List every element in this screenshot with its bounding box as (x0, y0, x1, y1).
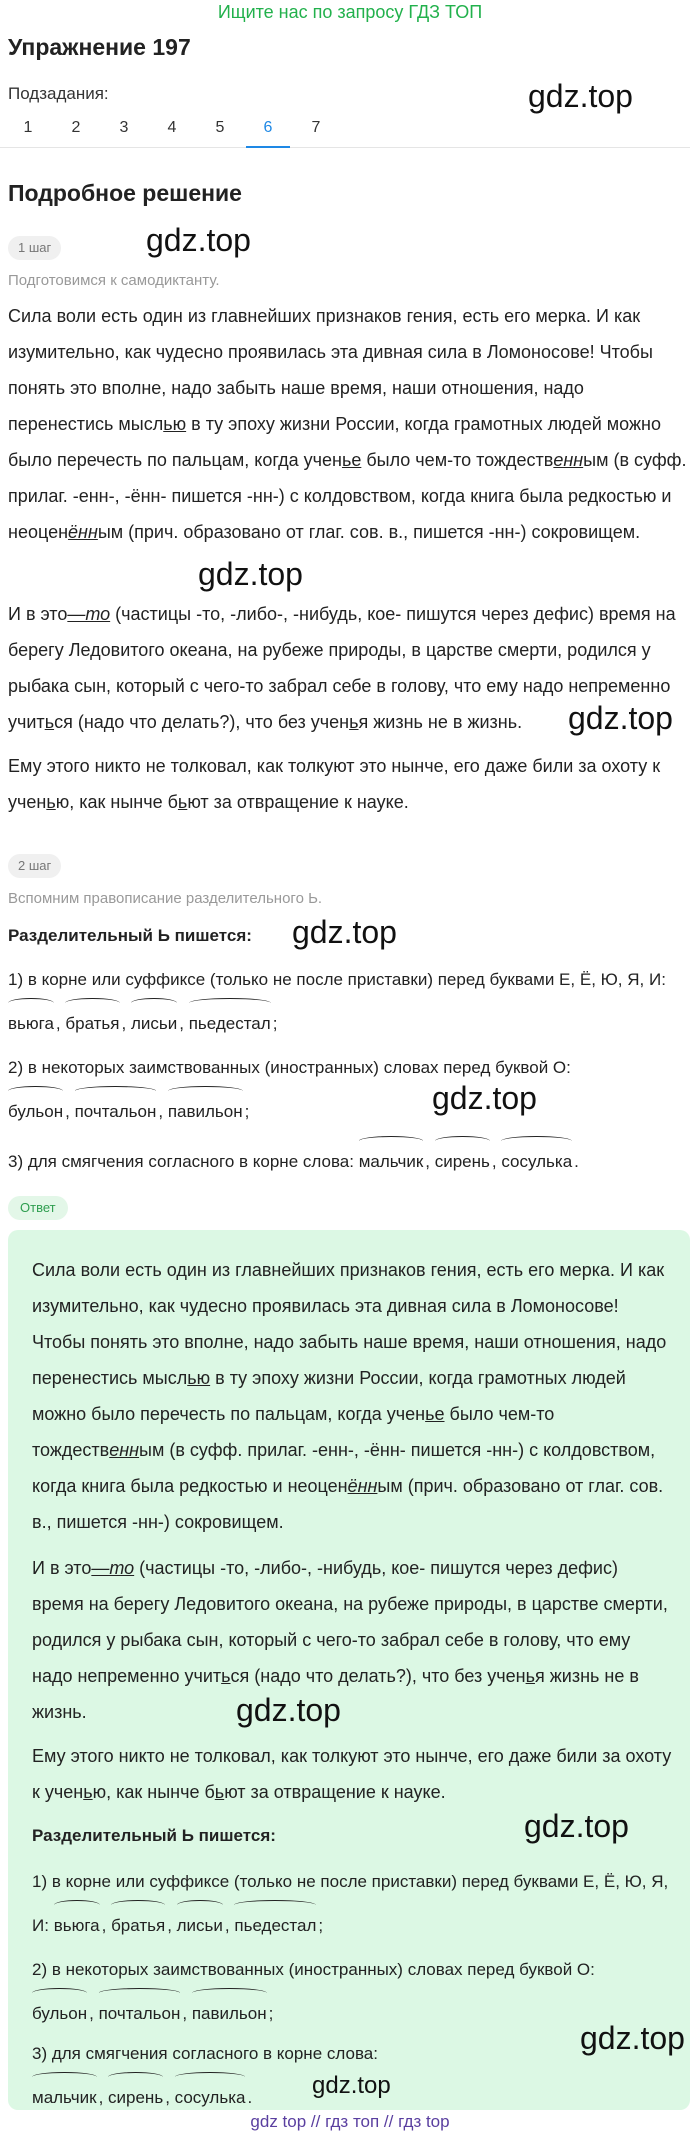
example-word: сирень (108, 2072, 163, 2116)
rule-2: 2) в некоторых заимствованных (иностранных) словах перед буквой О: бульон , почтальон , павильон ; (8, 1050, 692, 1130)
highlight-span: ь (83, 1782, 93, 1802)
highlight-span: ье (341, 450, 362, 470)
step-badge: 2 шаг (8, 854, 61, 878)
text-span: ют за отвращение к науке. (187, 792, 409, 812)
example-word: лисьи (131, 998, 177, 1042)
rule-title: Разделительный Ь пишется: (8, 926, 252, 945)
highlight-span: ь (214, 1782, 225, 1802)
rule-text: 3) для смягчения согласного в корне слова: (32, 2044, 378, 2063)
text-span: ым (в суфф. прилаг. -енн-, -ённ- пишется -нн-) с колдовством, когда книга была редкостью и неоцен (32, 1440, 656, 1496)
subtasks-label: Подзадания: (8, 84, 109, 103)
rule-text: 1) в корне или суффиксе (только не после приставки) перед буквами Е, Ё, Ю, Я, И: (8, 970, 666, 989)
section-title: Подробное решение (8, 180, 242, 206)
step-hint: Вспомним правописание разделительного Ь. (8, 890, 323, 907)
highlight-span: ь (221, 1666, 231, 1686)
highlight-span: —то (67, 604, 111, 624)
text-span: Ему этого никто не толковал, как толкуют это нынче, его даже били за охоту к учен (8, 756, 661, 812)
watermark: gdz.top (580, 2020, 685, 2056)
step-badge: 1 шаг (8, 236, 61, 260)
text-span: ся (надо что делать?), что без учен (230, 1666, 526, 1686)
paragraph (8, 298, 692, 550)
text-span: ю, как нынче б (92, 1782, 215, 1802)
text-span: (частицы -то, -либо-, -нибудь, кое- пишутся через дефис) время на берегу Ледовитого океана, на рубеже природы, в царстве смерти, родился у рыбака сын, который с чего-то забрал себе в голову, что ему надо непременно учит (32, 1558, 668, 1686)
subtask-tab-7[interactable]: 7 (311, 119, 321, 136)
example-word: пьедестал (234, 1900, 316, 1944)
text-span: ю, как нынче б (55, 792, 178, 812)
answer-badge: Ответ (8, 1196, 68, 1220)
example-word: бульон (32, 1988, 87, 2032)
text-span: было чем-то тождеств (32, 1404, 555, 1460)
exercise-title: Упражнение 197 (8, 34, 191, 60)
text-span: Сила воли есть один из главнейших признаков гения, есть его мерка. И как изумительно, как чудесно проявилась эта дивная сила в Ломоносове! Чтобы понять это вполне, надо забыть наше время, наши отношения, надо перенестись мысл (32, 1260, 667, 1388)
rule-text: 2) в некоторых заимствованных (иностранных) словах перед буквой О: (8, 1058, 571, 1077)
answer-rule-1: 1) в корне или суффиксе (только не после приставки) перед буквами Е, Ё, Ю, Я, И: вьюга , братья , лисьи , пьедестал ; (32, 1864, 672, 1944)
subtask-tab-3[interactable]: 3 (119, 119, 129, 136)
text-span: ым (в суфф. прилаг. -енн-, -ённ- пишется -нн-) с колдовством, когда книга была редкостью и неоцен (8, 450, 687, 542)
watermark: gdz.top (292, 914, 397, 950)
answer-rule-title: Разделительный Ь пишется: (32, 1826, 276, 1845)
watermark: gdz.top (198, 556, 303, 592)
highlight-span: ённ (68, 522, 98, 542)
paragraph (8, 748, 692, 820)
example-word: вьюга (54, 1900, 100, 1944)
answer-paragraph (32, 1738, 672, 1810)
highlight-span: ь (177, 792, 188, 812)
text-span: было чем-то тождеств (361, 450, 554, 470)
answer-paragraph (32, 1252, 672, 1540)
footer-links[interactable]: gdz top // гдз топ // гдз top (250, 2112, 450, 2131)
subtask-tab-4[interactable]: 4 (167, 119, 177, 136)
highlight-span: ь (349, 712, 359, 732)
highlight-span: ью (163, 414, 187, 434)
step-hint: Подготовимся к самодиктанту. (8, 272, 220, 289)
watermark: gdz.top (528, 78, 633, 114)
highlight-span: ь (525, 1666, 535, 1686)
text-span: в ту эпоху жизни России, когда грамотных людей можно было перечесть по пальцам, когда учен (32, 1368, 626, 1424)
watermark: gdz.top (146, 222, 251, 258)
subtask-tab-2[interactable]: 2 (71, 119, 81, 136)
text-span: И в это (32, 1558, 92, 1578)
example-word: пьедестал (189, 998, 271, 1042)
rule-1: 1) в корне или суффиксе (только не после приставки) перед буквами Е, Ё, Ю, Я, И: вьюга , братья , лисьи , пьедестал ; (8, 962, 692, 1042)
text-span: ют за отвращение к науке. (224, 1782, 446, 1802)
subtask-tab-5[interactable]: 5 (215, 119, 225, 136)
highlight-span: енн (553, 450, 584, 470)
watermark: gdz.top (312, 2072, 391, 2099)
highlight-span: —то (91, 1558, 135, 1578)
highlight-span: енн (109, 1440, 140, 1460)
text-span: (частицы -то, -либо-, -нибудь, кое- пишутся через дефис) время на берегу Ледовитого океана, на рубеже природы, в царстве смерти, родился у рыбака сын, который с чего-то забрал себе в голову, что ему надо непременно учит (8, 604, 676, 732)
watermark: gdz.top (524, 1808, 629, 1844)
highlight-span: ь (44, 712, 55, 732)
text-span: Ему этого никто не толковал, как толкуют это нынче, его даже били за охоту к учен (32, 1746, 672, 1802)
rule-text: 1) в корне или суффиксе (только не после приставки) перед буквами Е, Ё, Ю, Я, И: (32, 1872, 669, 1935)
example-word: сирень (435, 1136, 490, 1180)
example-word: почтальон (99, 1988, 181, 2032)
answer-rule-3: 3) для смягчения согласного в корне слова: мальчик , сирень , сосулька . (32, 2036, 672, 2116)
highlight-span: ь (46, 792, 56, 812)
top-banner: Ищите нас по запросу ГДЗ ТОП (217, 2, 483, 22)
watermark: gdz.top (568, 700, 673, 736)
text-span: ым (прич. образовано от глаг. сов. в., пишется -нн-) сокровищем. (32, 1476, 664, 1532)
text-span: я жизнь не в жизнь. (358, 712, 523, 732)
example-word: павильон (192, 1988, 267, 2032)
subtask-tab-1[interactable]: 1 (23, 119, 33, 136)
example-word: сосулька (501, 1136, 572, 1180)
highlight-span: ье (425, 1404, 445, 1424)
rule-text: 3) для смягчения согласного в корне слова: (8, 1152, 354, 1171)
highlight-span: ью (187, 1368, 211, 1388)
highlight-span: ённ (347, 1476, 378, 1496)
example-word: почтальон (75, 1086, 157, 1130)
rule-text: 2) в некоторых заимствованных (иностранных) словах перед буквой О: (32, 1960, 595, 1979)
example-word: павильон (168, 1086, 243, 1130)
example-word: бульон (8, 1086, 63, 1130)
text-span: ся (надо что делать?), что без учен (54, 712, 350, 732)
subtask-tab-6[interactable]: 6 (246, 116, 290, 148)
example-word: сосулька (175, 2072, 246, 2116)
example-word: мальчик (359, 1136, 424, 1180)
rule-3: 3) для смягчения согласного в корне слова: мальчик , сирень , сосулька . (8, 1136, 692, 1180)
watermark: gdz.top (432, 1080, 537, 1116)
example-word: вьюга (8, 998, 54, 1042)
text-span: Сила воли есть один из главнейших признаков гения, есть его мерка. И как изумительно, как чудесно проявилась эта дивная сила в Ломоносове! Чтобы понять это вполне, надо забыть наше время, наши отношения, надо перенестись мысл (8, 306, 653, 434)
example-word: мальчик (32, 2072, 97, 2116)
text-span: я жизнь не в жизнь. (32, 1666, 639, 1722)
text-span: в ту эпоху жизни России, когда грамотных людей можно было перечесть по пальцам, когда учен (8, 414, 661, 470)
example-word: лисьи (177, 1900, 223, 1944)
example-word: братья (111, 1900, 165, 1944)
example-word: братья (65, 998, 119, 1042)
answer-rule-2: 2) в некоторых заимствованных (иностранных) словах перед буквой О: бульон , почтальон , павильон ; (32, 1952, 672, 2032)
watermark: gdz.top (236, 1692, 341, 1728)
text-span: ым (прич. образовано от глаг. сов. в., пишется -нн-) сокровищем. (97, 522, 641, 542)
answer-paragraph (32, 1550, 672, 1730)
text-span: И в это (8, 604, 68, 624)
